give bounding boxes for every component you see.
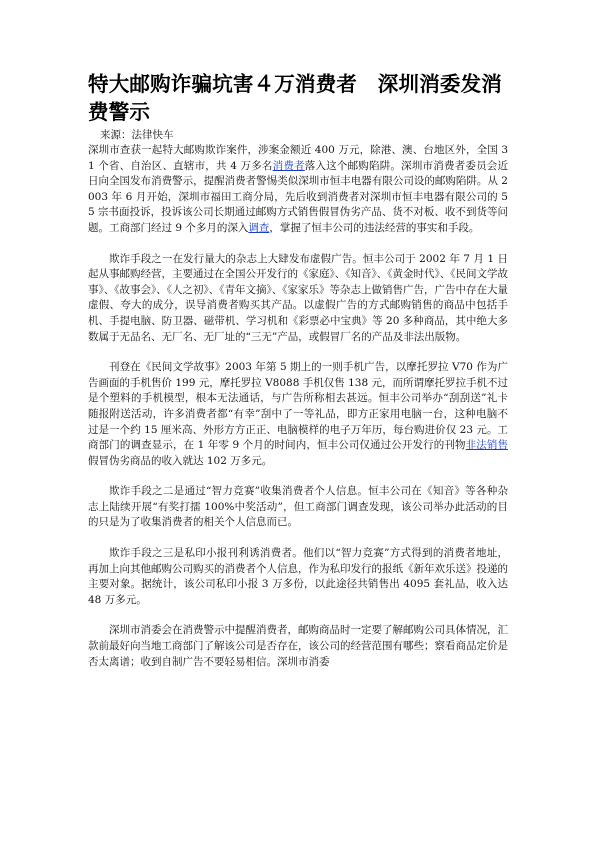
link-investigation[interactable]: 调查 <box>248 221 270 234</box>
paragraph-6: 深圳市消委会在消费警示中提醒消费者，邮购商品时一定要了解邮购公司具体情况，汇款前最好向当地工商部门了解该公司是否存在，该公司的经营范围有哪些；察看商品定价是否太离谱；收到自制广告不要轻易相信。深圳市消委 <box>88 624 508 668</box>
paragraph-2: 欺诈手段之一在发行量大的杂志上大肆发布虚假广告。恒丰公司于 2002 年 7 月 1 日起从事邮购经营，主要通过在全国公开发行的《家庭》、《知音》、《黄金时代》、《民间文学故事》、《故事会》、《人之初》、《青年文摘》、《家家乐》等杂志上做销售广告，广告中存在大量虚假、夸大的成分，误导消费者购买其产品。以虚假广告的方式邮购销售的商品中包括手机、手提电脑、防卫器、磁带机、学习机和《彩票必中宝典》等 20 多种商品，其中绝大多数属于无品名、无厂名、无厂址的“三无”产品，或假冒厂名的产品及非法出版物。 <box>88 252 508 343</box>
paragraph-3-text-a: 刊登在《民间文学故事》2003 年第 5 期上的一则手机广告，以摩托罗拉 V70 作为广告画面的手机售价 199 元，摩托罗拉 V8088 手机仅售 138 元，而所谓摩托罗拉手机不过是个塑料的手机模型，根本无法通话，与广告所称相去甚远。恒丰公司举办“刮刮送”礼卡随报附送活动，许多消费者都“有幸”刮中了一等礼品，即方正家用电脑一台，这种电脑不过是一个约 15 厘米高、外形方方正正、电脑模样的电子万年历，每台购进价仅 23 元。工商部门的调查显示，在 1 年零 9 个月的时间内，恒丰公司仅通过公开发行的刊物 <box>88 361 508 452</box>
paragraph-1-text-a: 深圳市查获一起特大邮购欺诈案件，涉案金额近 400 万元，除港、澳、台地区外，全国 31 个省、自治区、直辖市，共 4 万多名 <box>88 144 508 172</box>
link-illegal-sales[interactable]: 非法销售 <box>465 439 508 452</box>
paragraph-3 <box>88 360 508 469</box>
article-source: 来源：法律快车 <box>100 129 174 141</box>
paragraph-1-text-c: ，掌握了恒丰公司的违法经营的事实和手段。 <box>269 221 480 234</box>
paragraph-1 <box>88 143 508 237</box>
paragraph-4: 欺诈手段之二是通过“智力竞赛”收集消费者个人信息。恒丰公司在《知音》等各种杂志上陆续开展“有奖打擂 100%中奖活动”，但工商部门调查发现，该公司举办此活动的目的只是为了收集消费者的相关个人信息而已。 <box>88 485 508 529</box>
article <box>88 70 508 670</box>
paragraph-3-text-b: 假冒伪劣商品的收入就达 102 万多元。 <box>88 454 273 467</box>
paragraph-1-text-b: 落入这个邮购陷阱。深圳市消费者委员会近日向全国发布消费警示，提醒消费者警惕类似深圳市恒丰电器有限公司设的邮购陷阱。从 2003 年 6 月开始，深圳市福田工商分局，先后收到消费者对深圳市恒丰电器有限公司的 55 宗书面投诉，投诉该公司长期通过邮购方式销售假冒伪劣产品、货不对板、收不到货等问题。工商部门经过 9 个多月的深入 <box>88 159 508 234</box>
article-title: 特大邮购诈骗坑害４万消费者 深圳消委发消费警示 <box>88 72 502 124</box>
link-consumers[interactable]: 消费者 <box>272 159 305 172</box>
paragraph-5: 欺诈手段之三是私印小报刊利诱消费者。他们以“智力竞赛”方式得到的消费者地址，再加上向其他邮购公司购买的消费者个人信息，作为私印发行的报纸《新年欢乐送》投递的主要对象。据统计，该公司私印小报 3 万多份，以此途径共销售出 4095 套礼品，收入达 48 万多元。 <box>88 547 508 606</box>
